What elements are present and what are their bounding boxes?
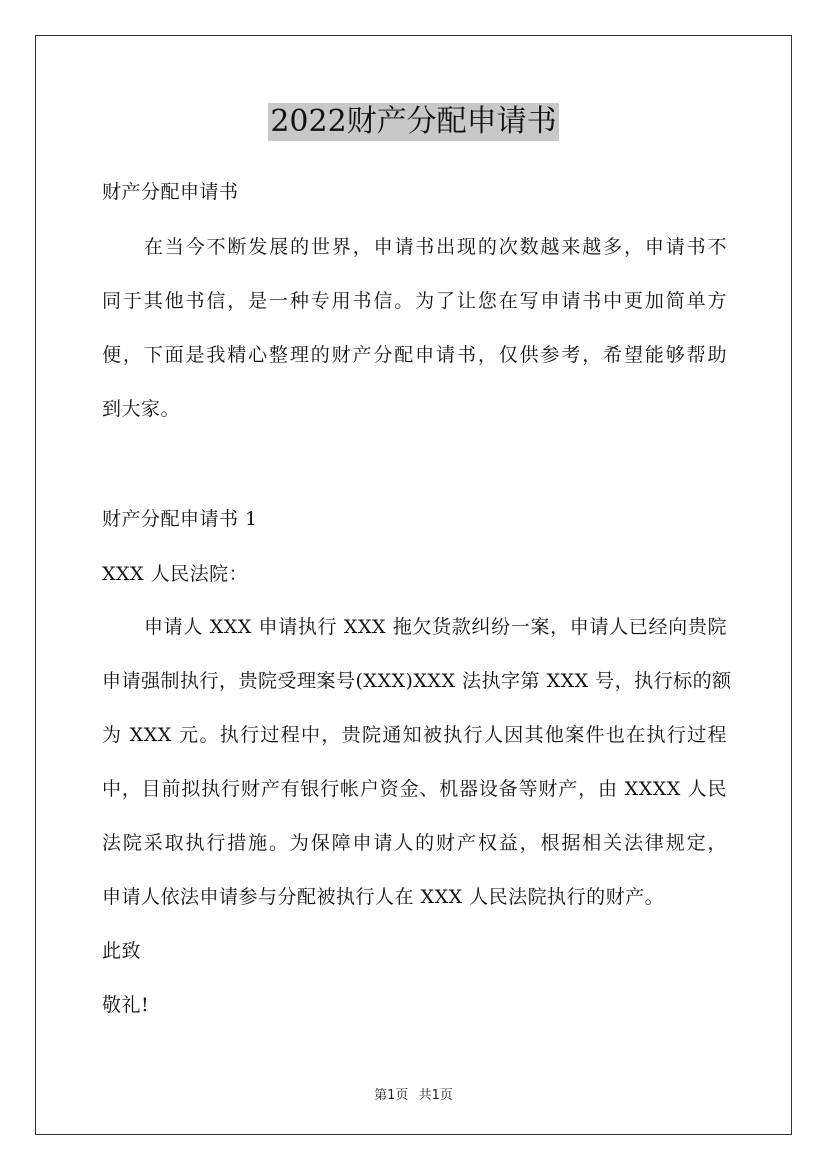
intro-line-3: 便，下面是我精心整理的财产分配申请书，仅供参考，希望能够帮助 [102,344,727,366]
title-container [0,103,827,141]
intro-line-1: 在当今不断发展的世界，申请书出现的次数越来越多，申请书不 [144,236,727,258]
body-line-1: 申请人 XXX 申请执行 XXX 拖欠货款纠纷一案，申请人已经向贵院 [144,616,727,638]
section-heading: 财产分配申请书 1 [102,508,258,530]
subtitle: 财产分配申请书 [102,181,239,203]
body-line-2: 申请强制执行，贵院受理案号(XXX)XXX 法执字第 XXX 号，执行标的额 [102,670,732,692]
document-title: 2022财产分配申请书 [270,104,557,139]
body-line-3: 为 XXX 元。执行过程中，贵院通知被执行人因其他案件也在执行过程 [102,724,727,746]
page-number: 第1页 [374,1088,409,1103]
closing-salutation: 此致 [102,940,142,962]
page-total: 共1页 [418,1088,453,1103]
page-footer [0,1084,827,1103]
body-line-5: 法院采取执行措施。为保障申请人的财产权益，根据相关法律规定， [102,832,727,854]
addressee: XXX 人民法院： [102,563,249,585]
intro-line-4: 到大家。 [102,398,181,420]
body-line-4: 中，目前拟执行财产有银行帐户资金、机器设备等财产，由 XXXX 人民 [102,778,727,800]
intro-line-2: 同于其他书信，是一种专用书信。为了让您在写申请书中更加简单方 [102,290,727,312]
closing-regards: 敬礼! [102,994,150,1016]
body-line-6: 申请人依法申请参与分配被执行人在 XXX 人民法院执行的财产。 [102,886,665,908]
